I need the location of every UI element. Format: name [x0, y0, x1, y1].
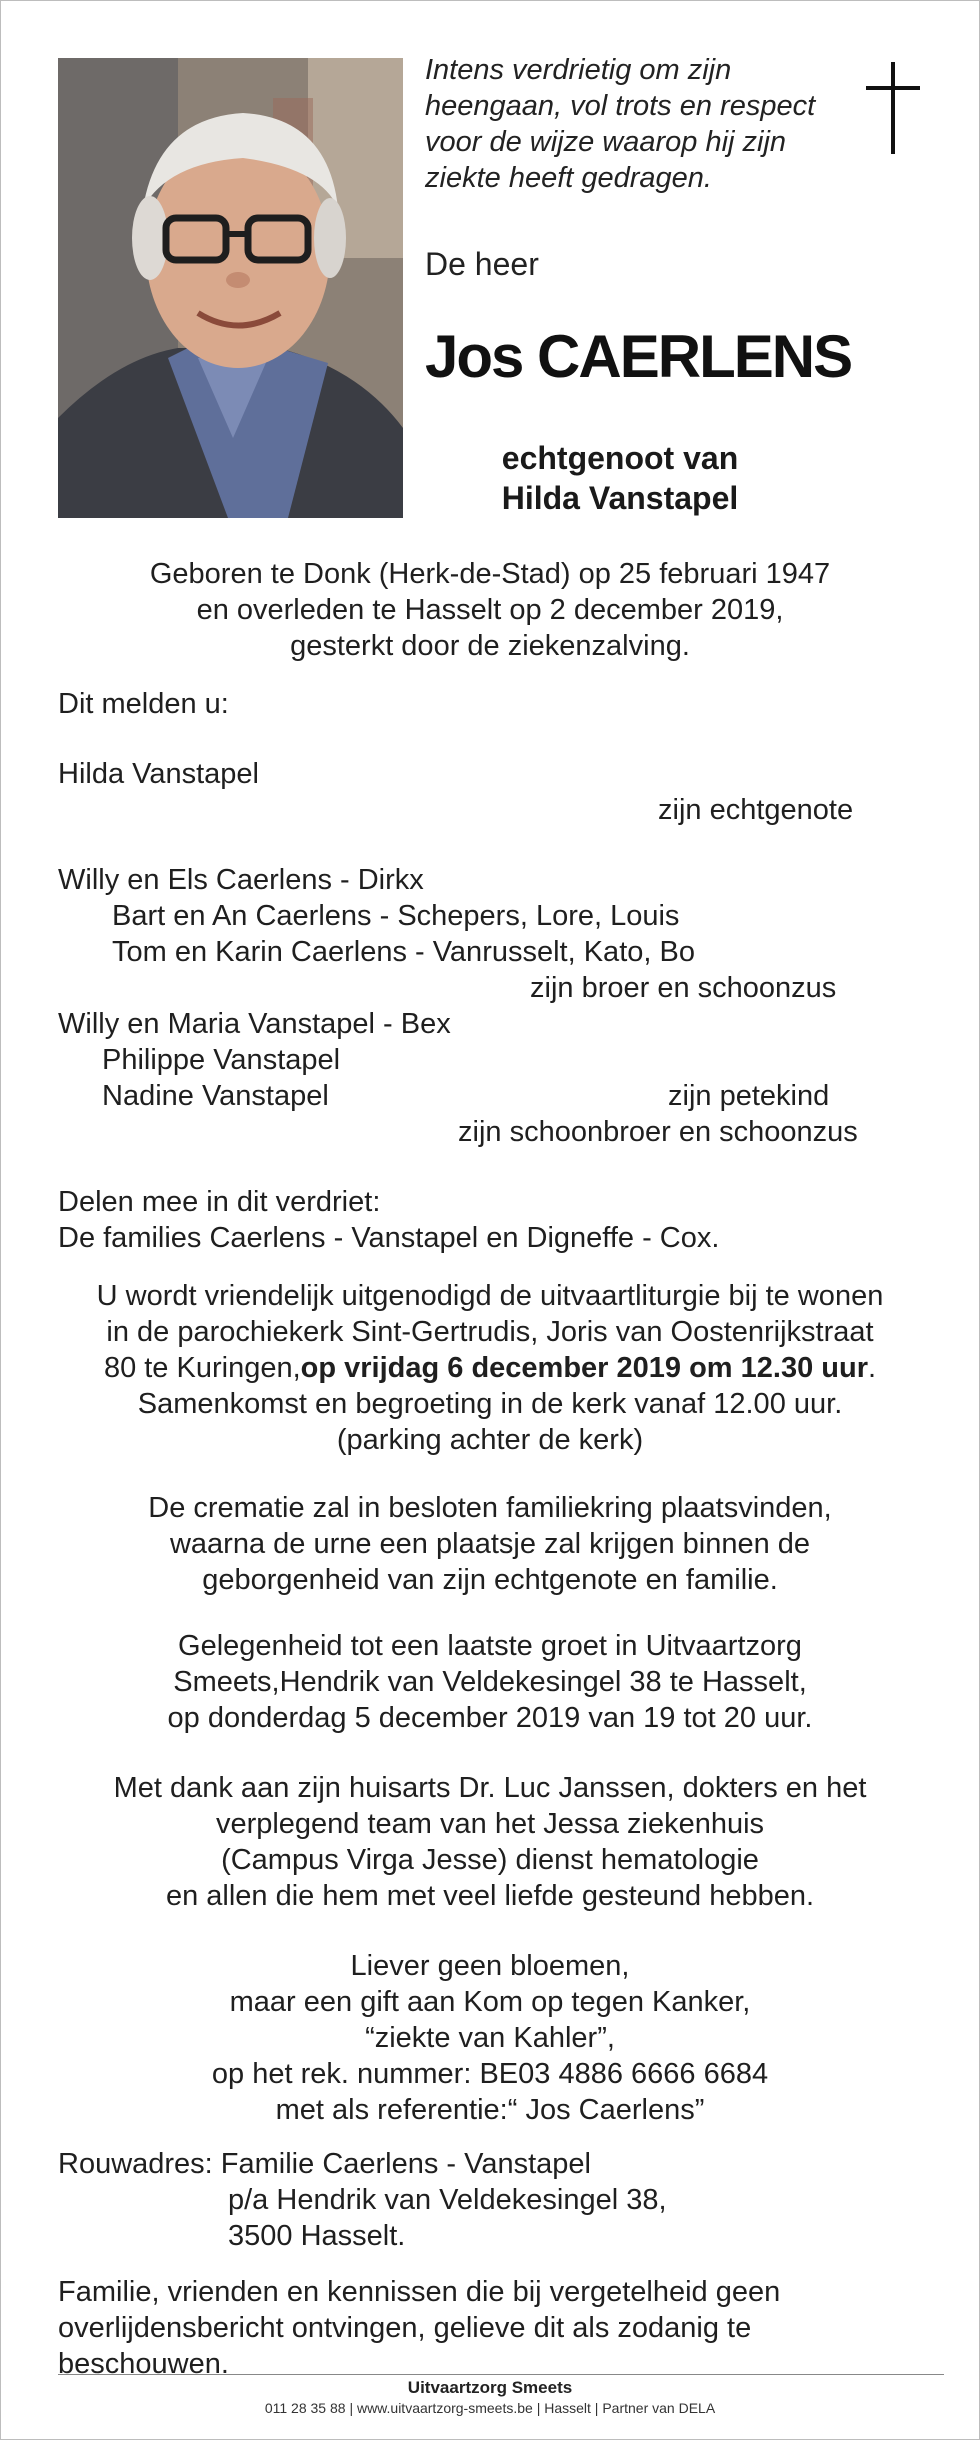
footer-divider — [58, 2374, 944, 2375]
family-spouse-relation: zijn echtgenote — [658, 794, 854, 826]
deceased-name: Jos CAERLENS — [425, 323, 852, 390]
ceremony-date: op vrijdag 6 december 2019 om 12.30 uur — [300, 1352, 868, 1384]
farewell-line: op donderdag 5 december 2019 van 19 tot 20 uur. — [167, 1702, 813, 1734]
portrait-photo — [58, 58, 403, 518]
share-grief-families: De families Caerlens - Vanstapel en Digneffe - Cox. — [58, 1222, 720, 1254]
closing-line: beschouwen. — [58, 2348, 229, 2380]
family-inlaw-relation: zijn schoonbroer en schoonzus — [458, 1116, 858, 1148]
ceremony-parking: (parking achter de kerk) — [336, 1424, 644, 1456]
spouse-name: Hilda Vanstapel — [501, 480, 739, 516]
cremation-line: De crematie zal in besloten familiekring plaatsvinden, — [148, 1492, 832, 1524]
mourning-address-city: 3500 Hasselt. — [228, 2220, 406, 2252]
ceremony-line: U wordt vriendelijk uitgenodigd de uitvaartliturgie bij te wonen — [96, 1280, 884, 1312]
share-grief-label: Delen mee in dit verdriet: — [58, 1186, 381, 1218]
sacrament-line: gesterkt door de ziekenzalving. — [290, 630, 690, 662]
family-spouse-name: Hilda Vanstapel — [58, 758, 259, 790]
donation-line: Liever geen bloemen, — [350, 1950, 630, 1982]
cremation-line: waarna de urne een plaatsje zal krijgen binnen de — [169, 1528, 811, 1560]
family-nephew-line: Tom en Karin Caerlens - Vanrusselt, Kato, Bo — [112, 936, 695, 968]
family-inlaw-child: Nadine Vanstapel — [102, 1080, 329, 1112]
spouse-of-label: echtgenoot van — [501, 440, 739, 476]
intro-text: Intens verdrietig om zijn heengaan, vol trots en respect voor de wijze waarop hij zijn ziekte heeft gedragen. — [425, 54, 816, 194]
donation-reference: met als referentie:“ Jos Caerlens” — [275, 2094, 705, 2126]
cross-icon — [858, 58, 928, 158]
donation-account: op het rek. nummer: BE03 4886 6666 6684 — [211, 2058, 769, 2090]
thanks-line: Met dank aan zijn huisarts Dr. Luc Janssen, dokters en het — [113, 1772, 867, 1804]
ceremony-line: Samenkomst en begroeting in de kerk vanaf 12.00 uur. — [137, 1388, 843, 1420]
announce-line: Dit melden u: — [58, 688, 229, 720]
family-godchild-relation: zijn petekind — [668, 1080, 830, 1112]
spouse-of-block — [430, 438, 810, 518]
ceremony-period: . — [868, 1352, 877, 1384]
thanks-line: en allen die hem met veel liefde gesteund hebben. — [165, 1880, 815, 1912]
ceremony-date-line — [0, 1350, 980, 1386]
mourning-address-street: p/a Hendrik van Veldekesingel 38, — [228, 2184, 667, 2216]
thanks-line: (Campus Virga Jesse) dienst hematologie — [221, 1844, 759, 1876]
mourning-address-label: Rouwadres: Familie Caerlens - Vanstapel — [58, 2148, 591, 2180]
family-inlaw-line: Willy en Maria Vanstapel - Bex — [58, 1008, 451, 1040]
birth-line: Geboren te Donk (Herk-de-Stad) op 25 februari 1947 — [149, 558, 831, 590]
ceremony-place: 80 te Kuringen, — [103, 1352, 301, 1384]
death-line: en overleden te Hasselt op 2 december 2019, — [196, 594, 784, 626]
closing-line: Familie, vrienden en kennissen die bij vergetelheid geen — [58, 2276, 781, 2308]
family-inlaw-child: Philippe Vanstapel — [102, 1044, 341, 1076]
footer-contact: 011 28 35 88 | www.uitvaartzorg-smeets.be | Hasselt | Partner van DELA — [264, 2400, 716, 2416]
family-brother-line: Willy en Els Caerlens - Dirkx — [58, 864, 424, 896]
cremation-line: geborgenheid van zijn echtgenote en familie. — [202, 1564, 778, 1596]
family-brother-relation: zijn broer en schoonzus — [530, 972, 837, 1004]
family-nephew-line: Bart en An Caerlens - Schepers, Lore, Louis — [112, 900, 680, 932]
farewell-line: Gelegenheid tot een laatste groet in Uitvaartzorg — [178, 1630, 802, 1662]
donation-line: maar een gift aan Kom op tegen Kanker, — [229, 1986, 751, 2018]
closing-line: overlijdensbericht ontvingen, gelieve dit als zodanig te — [58, 2312, 752, 2344]
salutation: De heer — [425, 246, 539, 282]
donation-line: “ziekte van Kahler”, — [365, 2022, 615, 2054]
ceremony-line: in de parochiekerk Sint-Gertrudis, Joris van Oostenrijkstraat — [106, 1316, 874, 1348]
farewell-line: Smeets,Hendrik van Veldekesingel 38 te Hasselt, — [173, 1666, 807, 1698]
footer-title: Uitvaartzorg Smeets — [407, 2378, 573, 2397]
thanks-line: verplegend team van het Jessa ziekenhuis — [215, 1808, 765, 1840]
